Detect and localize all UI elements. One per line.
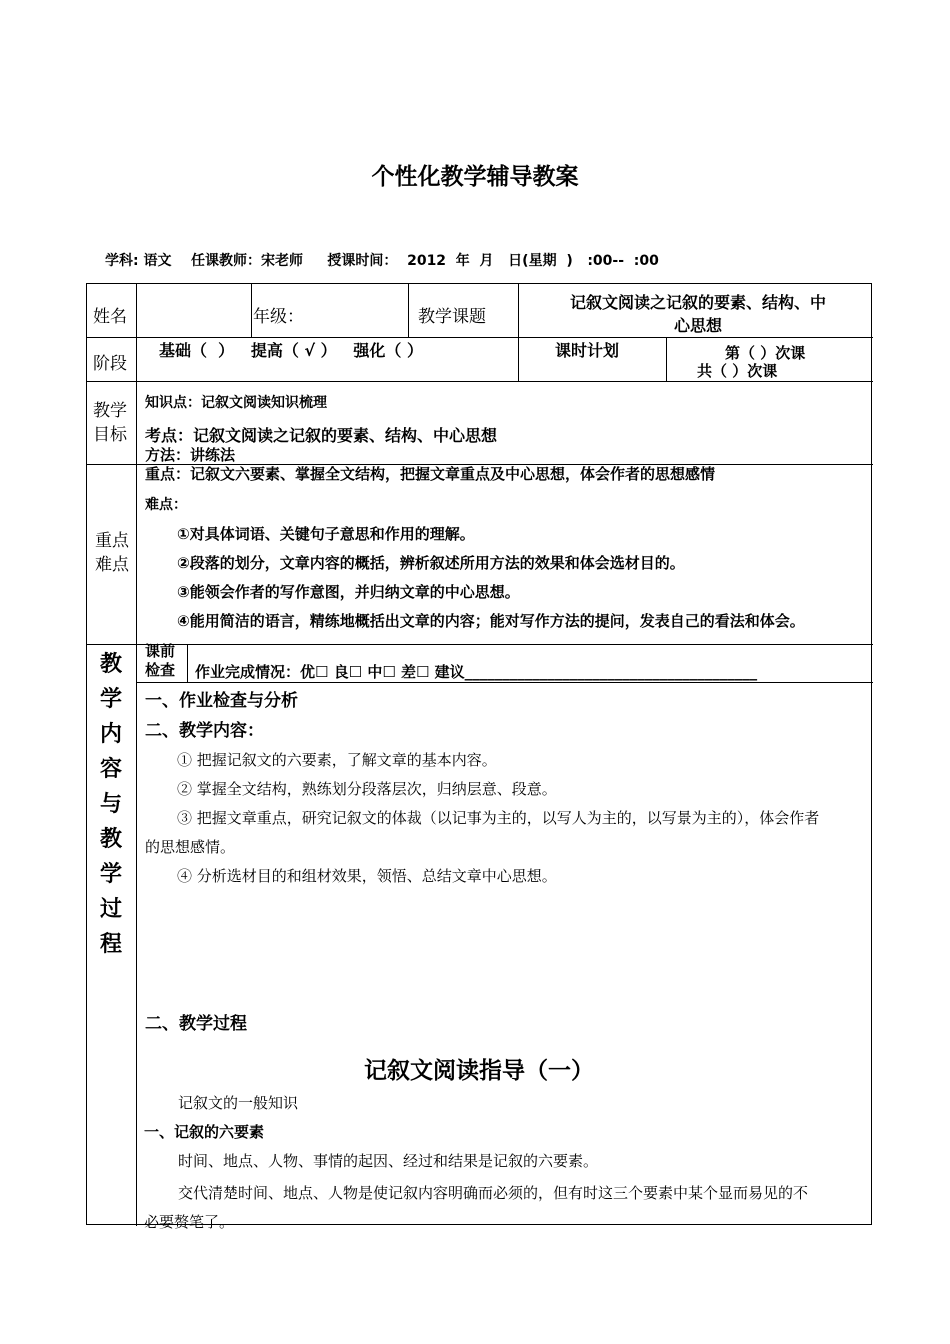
- precheck-label-line2: 检查: [145, 661, 176, 679]
- plan-label: 课时计划: [555, 341, 620, 360]
- key-label: [95, 529, 129, 577]
- content-item: ④ 分析选材目的和组材效果，领悟、总结文章中心思想。: [177, 867, 557, 885]
- difficulty-item: ③能领会作者的写作意图，并归纳文章的中心思想。: [177, 583, 520, 601]
- vlabel-char: 与: [99, 792, 122, 817]
- goal-knowledge: 知识点：记叙文阅读知识梳理: [145, 395, 327, 411]
- general-knowledge: 记叙文的一般知识: [178, 1094, 299, 1112]
- meta-line: 学科: 语文 任课教师：宋老师 授课时间： 2012 年 月 日(星期 ) :00-- :00: [105, 253, 659, 269]
- section-homework-check: 一、作业检查与分析: [145, 691, 298, 711]
- key-difficulty-label: 难点：: [145, 497, 187, 513]
- vlabel-char: 过: [99, 897, 122, 922]
- stage-label: 阶段: [93, 354, 127, 374]
- stage-options: 基础（ ） 提高（ √ ） 强化（ ）: [159, 341, 423, 360]
- plan-value-line2: 共（ ）次课: [697, 362, 778, 380]
- goal-exam: 考点：记叙文阅读之记叙的要素、结构、中心思想: [145, 426, 498, 445]
- process-vertical-label: [91, 647, 131, 962]
- goals-label-line2: 目标: [93, 425, 127, 445]
- vlabel-char: 教: [99, 827, 122, 852]
- key-label-line2: 难点: [95, 555, 129, 575]
- name-label: 姓名: [93, 307, 127, 327]
- goals-label: [93, 399, 127, 447]
- section-teaching-content: 二、教学内容：: [145, 721, 264, 741]
- plan-value: [697, 344, 805, 380]
- page-title: 个性化教学辅导教案: [371, 164, 579, 190]
- section-teaching-process: 二、教学过程: [145, 1014, 247, 1034]
- difficulty-item: ①对具体词语、关键句子意思和作用的理解。: [177, 525, 475, 543]
- vlabel-char: 学: [99, 687, 122, 712]
- six-elements-para: 时间、地点、人物、事情的起因、经过和结果是记叙的六要素。: [178, 1152, 599, 1170]
- key-difficulty-list: [177, 520, 805, 636]
- content-item: ① 把握记叙文的六要素，了解文章的基本内容。: [177, 751, 497, 769]
- precheck-label: [145, 642, 175, 680]
- key-focus: 重点：记叙文六要素、掌握全文结构，把握文章重点及中心思想，体会作者的思想感情: [145, 465, 716, 483]
- difficulty-item: ②段落的划分，文章内容的概括，辨析叙述所用方法的效果和体会选材目的。: [177, 554, 685, 572]
- key-label-line1: 重点: [95, 531, 129, 551]
- vlabel-char: 容: [99, 757, 122, 782]
- precheck-text: 作业完成情况：优☐ 良☐ 中☐ 差☐ 建议_______________________________________: [195, 663, 758, 681]
- topic-value-line2: 心思想: [673, 316, 722, 335]
- topic-label: 教学课题: [418, 307, 486, 327]
- topic-value: [523, 291, 873, 337]
- vlabel-char: 教: [99, 652, 122, 677]
- difficulty-item: ④能用简洁的语言，精练地概括出文章的内容；能对写作方法的提问，发表自己的看法和体会。: [177, 612, 805, 630]
- content-item: 的思想感情。: [145, 838, 236, 856]
- vlabel-char: 学: [99, 862, 122, 887]
- clarity-para-line2: 必要赘笔了。: [144, 1213, 235, 1231]
- content-item: ② 掌握全文结构，熟练划分段落层次，归纳层意、段意。: [177, 780, 557, 798]
- goals-label-line1: 教学: [93, 401, 127, 421]
- clarity-para-line1: 交代清楚时间、地点、人物是使记叙内容明确而必须的，但有时这三个要素中某个显而易见的不: [178, 1184, 809, 1202]
- precheck-label-line1: 课前: [145, 642, 176, 660]
- six-elements-heading: 一、记叙的六要素: [144, 1123, 265, 1141]
- goal-method: 方法：讲练法: [145, 446, 236, 464]
- content-list: [145, 746, 867, 891]
- clarity-para: [144, 1179, 866, 1237]
- vlabel-char: 内: [99, 722, 122, 747]
- grade-label: 年级：: [253, 307, 304, 327]
- plan-value-line1: 第（ ）次课: [725, 344, 806, 362]
- topic-value-line1: 记叙文阅读之记叙的要素、结构、中: [569, 293, 826, 312]
- content-item: ③ 把握文章重点，研究记叙文的体裁（以记事为主的，以写人为主的，以写景为主的），体会作者: [177, 809, 820, 827]
- guide-title: 记叙文阅读指导（一）: [364, 1058, 594, 1084]
- vlabel-char: 程: [99, 932, 122, 957]
